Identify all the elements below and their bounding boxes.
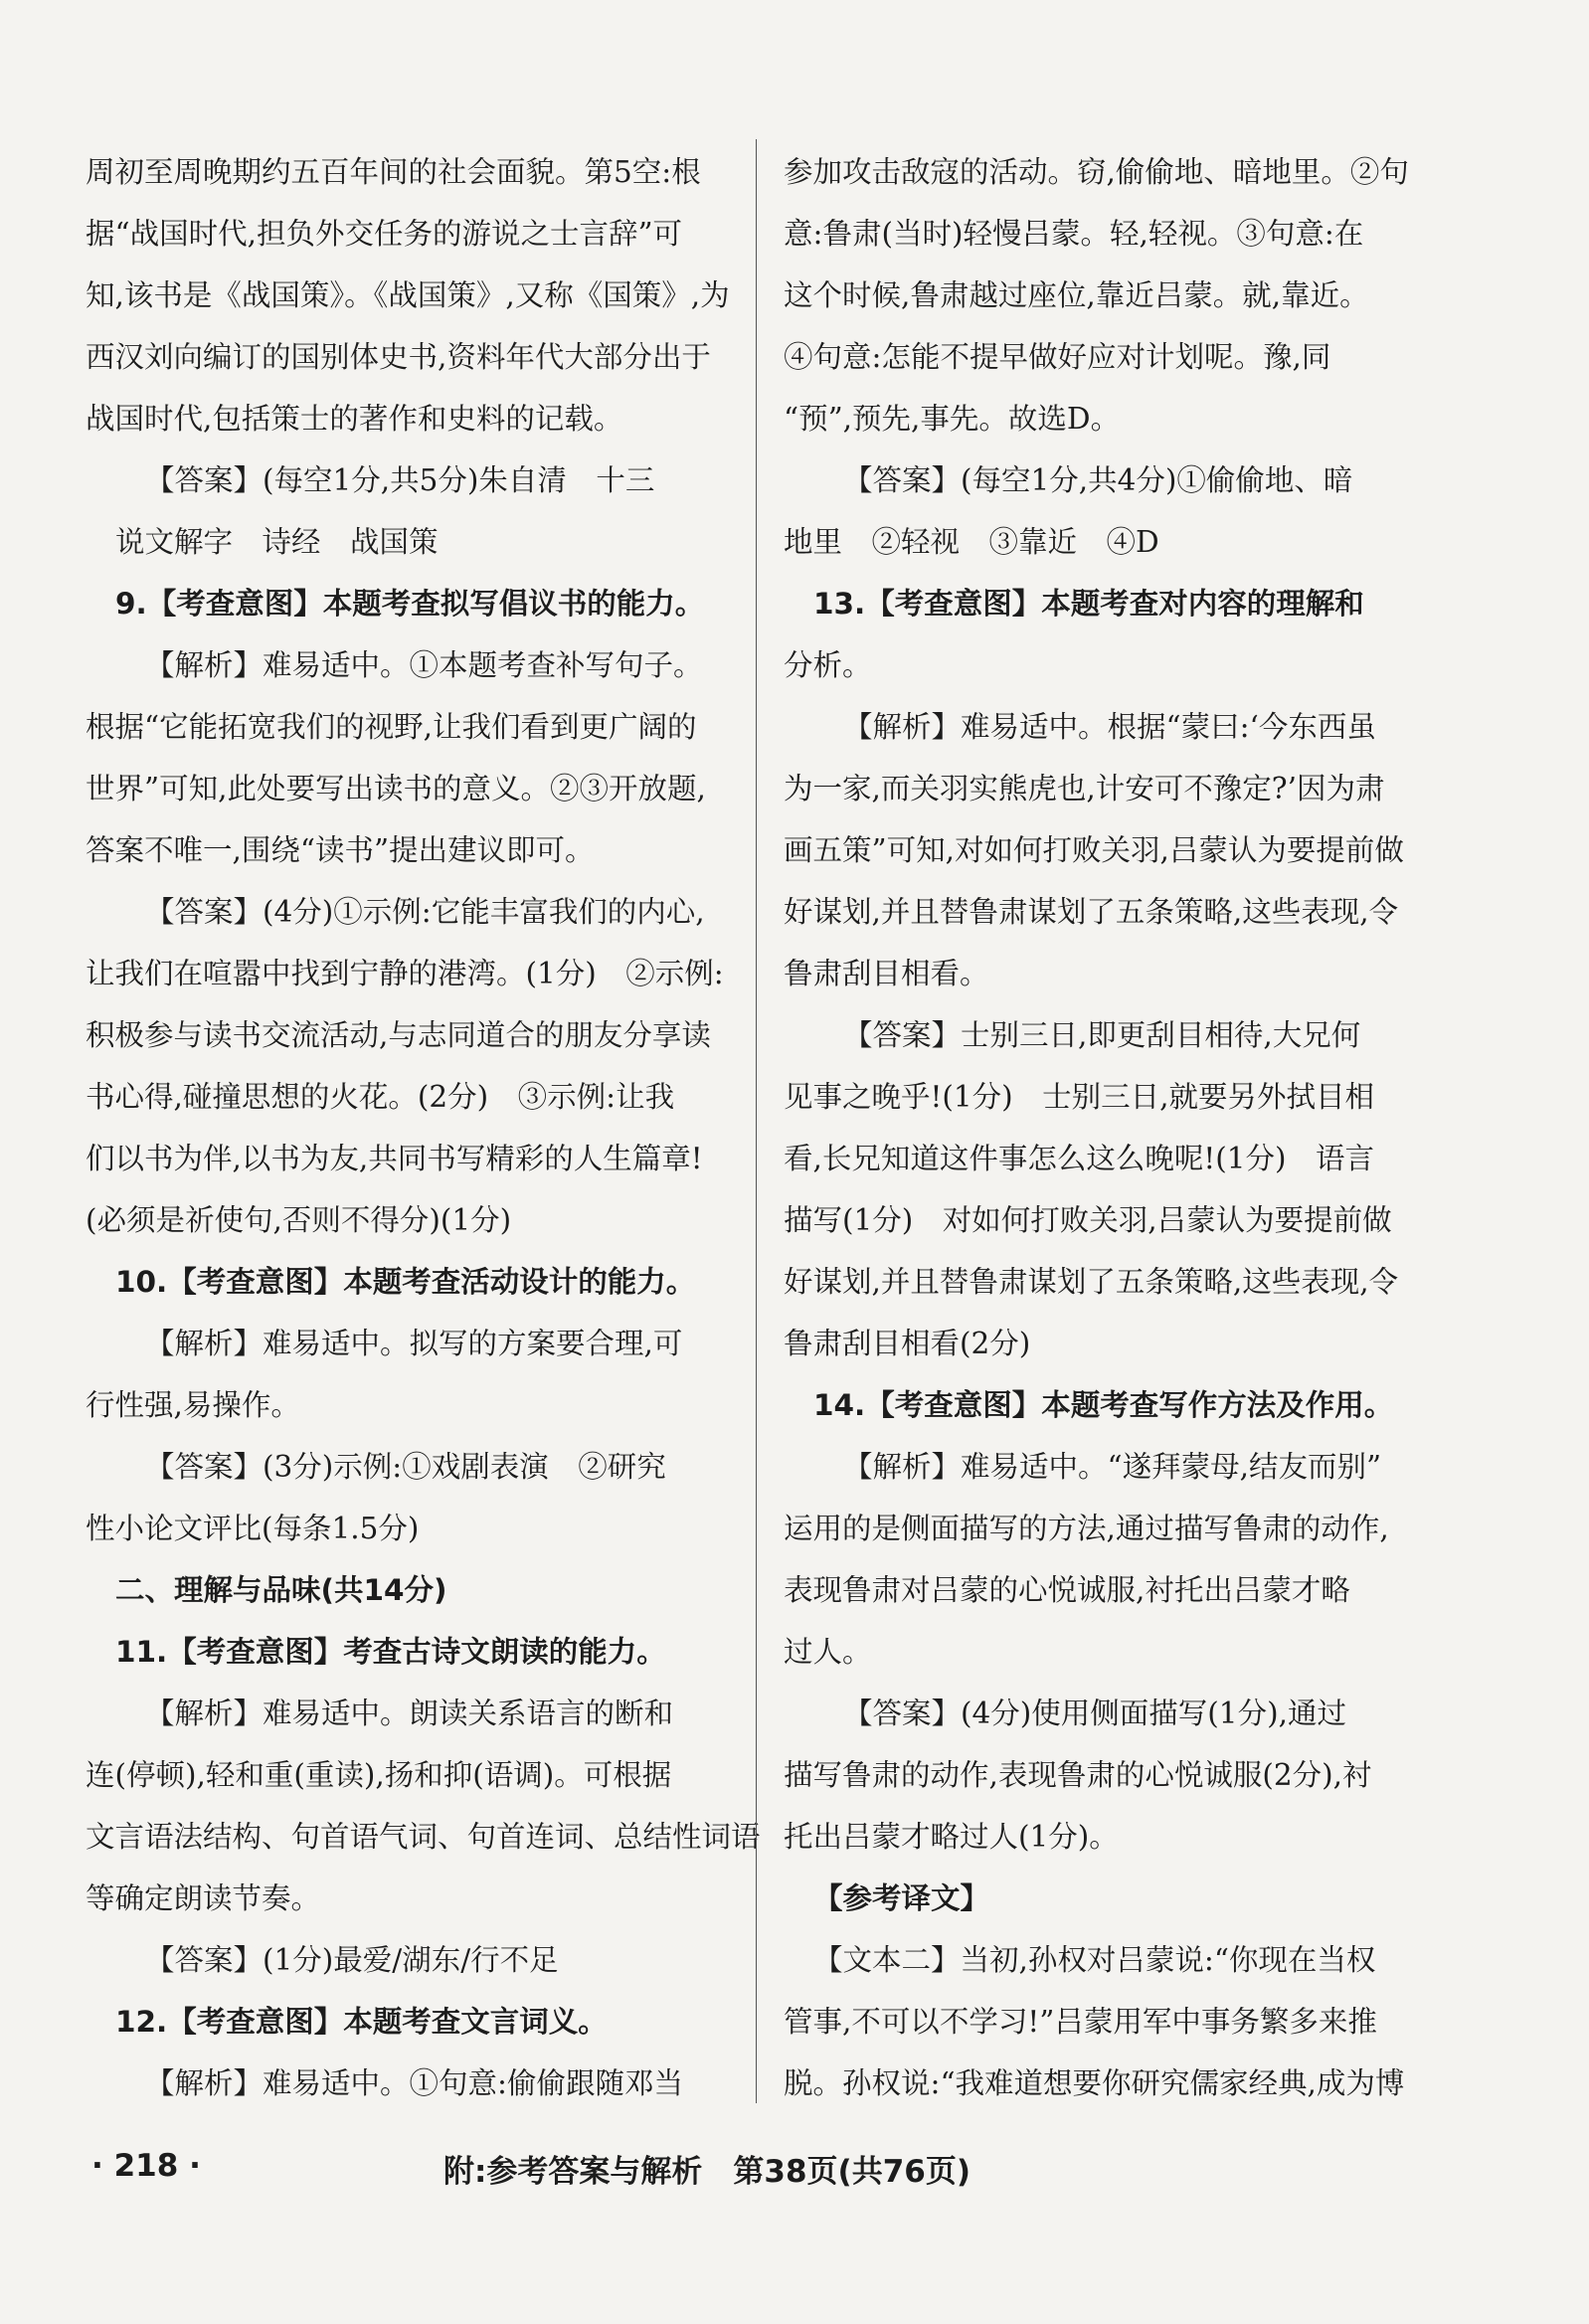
text-line: 托出吕蒙才略过人(1分)。 <box>784 1820 1119 1854</box>
text-line: 行性强,易操作。 <box>86 1388 300 1422</box>
text-line: 看,长兄知道这件事怎么这么晚呢!(1分) 语言 <box>784 1142 1375 1175</box>
text-line: 鲁肃刮目相看。 <box>784 957 989 990</box>
text-line: 世界”可知,此处要写出读书的意义。②③开放题, <box>86 772 706 805</box>
answer-line: 【答案】士别三日,即更刮目相待,大兄何 <box>843 1018 1361 1052</box>
text-line: 说文解字 诗经 战国策 <box>115 525 439 559</box>
analysis-line: 【解析】难易适中。“遂拜蒙母,结友而别” <box>843 1450 1382 1484</box>
text-line: 连(停顿),轻和重(重读),扬和抑(语调)。可根据 <box>86 1758 672 1792</box>
analysis-line: 【解析】难易适中。①本题考查补写句子。 <box>145 648 703 682</box>
section-heading: 二、理解与品味(共14分) <box>115 1573 447 1607</box>
text-line: 性小论文评比(每条1.5分) <box>86 1512 420 1545</box>
text-line: 意:鲁肃(当时)轻慢吕蒙。轻,轻视。③句意:在 <box>784 217 1364 251</box>
text-line: 脱。孙权说:“我难道想要你研究儒家经典,成为博 <box>784 2066 1405 2100</box>
analysis-line: 【解析】难易适中。朗读关系语言的断和 <box>145 1697 674 1730</box>
answer-line: 【答案】(3分)示例:①戏剧表演 ②研究 <box>145 1450 666 1484</box>
text-line: 表现鲁肃对吕蒙的心悦诚服,衬托出吕蒙才略 <box>784 1573 1350 1607</box>
question-heading: 12.【考查意图】本题考查文言词义。 <box>115 2005 608 2039</box>
text-line: 鲁肃刮目相看(2分) <box>784 1327 1031 1360</box>
answer-line: 【答案】(每空1分,共5分)朱自清 十三 <box>145 463 655 497</box>
text-line: 【文本二】当初,孙权对吕蒙说:“你现在当权 <box>813 1943 1376 1977</box>
text-line: 根据“它能拓宽我们的视野,让我们看到更广阔的 <box>86 710 697 744</box>
analysis-line: 【解析】难易适中。根据“蒙曰:‘今东西虽 <box>843 710 1376 744</box>
answer-line: 【答案】(4分)①示例:它能丰富我们的内心, <box>145 895 705 929</box>
text-line: 运用的是侧面描写的方法,通过描写鲁肃的动作, <box>784 1512 1389 1545</box>
text-line: (必须是祈使句,否则不得分)(1分) <box>86 1203 512 1237</box>
answer-line: 【答案】(每空1分,共4分)①偷偷地、暗 <box>843 463 1353 497</box>
text-line: 积极参与读书交流活动,与志同道合的朋友分享读 <box>86 1018 711 1052</box>
text-line: “预”,预先,事先。故选D。 <box>784 402 1121 436</box>
text-line: 等确定朗读节奏。 <box>86 1881 321 1915</box>
text-line: 据“战国时代,担负外交任务的游说之士言辞”可 <box>86 217 683 251</box>
right-column <box>784 141 1422 2114</box>
text-line: 分析。 <box>784 648 872 682</box>
question-heading: 9.【考查意图】本题考查拟写倡议书的能力。 <box>115 587 705 621</box>
translation-heading: 【参考译文】 <box>813 1881 990 1915</box>
question-heading: 14.【考查意图】本题考查写作方法及作用。 <box>813 1388 1394 1422</box>
text-line: 让我们在喧嚣中找到宁静的港湾。(1分) ②示例: <box>86 957 724 990</box>
page-number: · 218 · <box>91 2148 201 2184</box>
text-line: 战国时代,包括策士的著作和史料的记载。 <box>86 402 623 436</box>
question-heading: 13.【考查意图】本题考查对内容的理解和 <box>813 587 1364 621</box>
question-heading: 11.【考查意图】考查古诗文朗读的能力。 <box>115 1635 666 1669</box>
text-line: 答案不唯一,围绕“读书”提出建议即可。 <box>86 833 595 867</box>
text-line: 过人。 <box>784 1635 872 1669</box>
text-line: 好谋划,并且替鲁肃谋划了五条策略,这些表现,令 <box>784 1265 1399 1299</box>
page-footer <box>0 2134 1589 2194</box>
text-line: 们以书为伴,以书为友,共同书写精彩的人生篇章! <box>86 1142 703 1175</box>
question-heading: 10.【考查意图】本题考查活动设计的能力。 <box>115 1265 696 1299</box>
text-line: 文言语法结构、句首语气词、句首连词、总结性词语 <box>86 1820 761 1854</box>
text-line: 西汉刘向编订的国别体史书,资料年代大部分出于 <box>86 340 711 374</box>
text-line: 知,该书是《战国策》。《战国策》,又称《国策》,为 <box>86 278 730 312</box>
text-line: 书心得,碰撞思想的火花。(2分) ③示例:让我 <box>86 1080 675 1114</box>
text-line: 这个时候,鲁肃越过座位,靠近吕蒙。就,靠近。 <box>784 278 1369 312</box>
answer-line: 【答案】(1分)最爱/湖东/行不足 <box>145 1943 559 1977</box>
text-line: 描写鲁肃的动作,表现鲁肃的心悦诚服(2分),衬 <box>784 1758 1372 1792</box>
text-line: 见事之晚乎!(1分) 士别三日,就要另外拭目相 <box>784 1080 1375 1114</box>
text-line: 参加攻击敌寇的活动。窃,偷偷地、暗地里。②句 <box>784 155 1409 189</box>
text-line: 好谋划,并且替鲁肃谋划了五条策略,这些表现,令 <box>784 895 1399 929</box>
column-divider <box>756 139 757 2103</box>
text-line: 地里 ②轻视 ③靠近 ④D <box>784 525 1159 559</box>
text-line: 画五策”可知,对如何打败关羽,吕蒙认为要提前做 <box>784 833 1404 867</box>
text-line: ④句意:怎能不提早做好应对计划呢。豫,同 <box>784 340 1331 374</box>
answer-line: 【答案】(4分)使用侧面描写(1分),通过 <box>843 1697 1346 1730</box>
footer-title: 附:参考答案与解析 第38页(共76页) <box>443 2154 971 2190</box>
analysis-line: 【解析】难易适中。拟写的方案要合理,可 <box>145 1327 683 1360</box>
analysis-line: 【解析】难易适中。①句意:偷偷跟随邓当 <box>145 2066 683 2100</box>
text-line: 为一家,而关羽实熊虎也,计安可不豫定?’因为肃 <box>784 772 1385 805</box>
left-column <box>86 141 761 2114</box>
text-line: 描写(1分) 对如何打败关羽,吕蒙认为要提前做 <box>784 1203 1392 1237</box>
text-line: 管事,不可以不学习!”吕蒙用军中事务繁多来推 <box>784 2005 1377 2039</box>
text-line: 周初至周晚期约五百年间的社会面貌。第5空:根 <box>86 155 701 189</box>
